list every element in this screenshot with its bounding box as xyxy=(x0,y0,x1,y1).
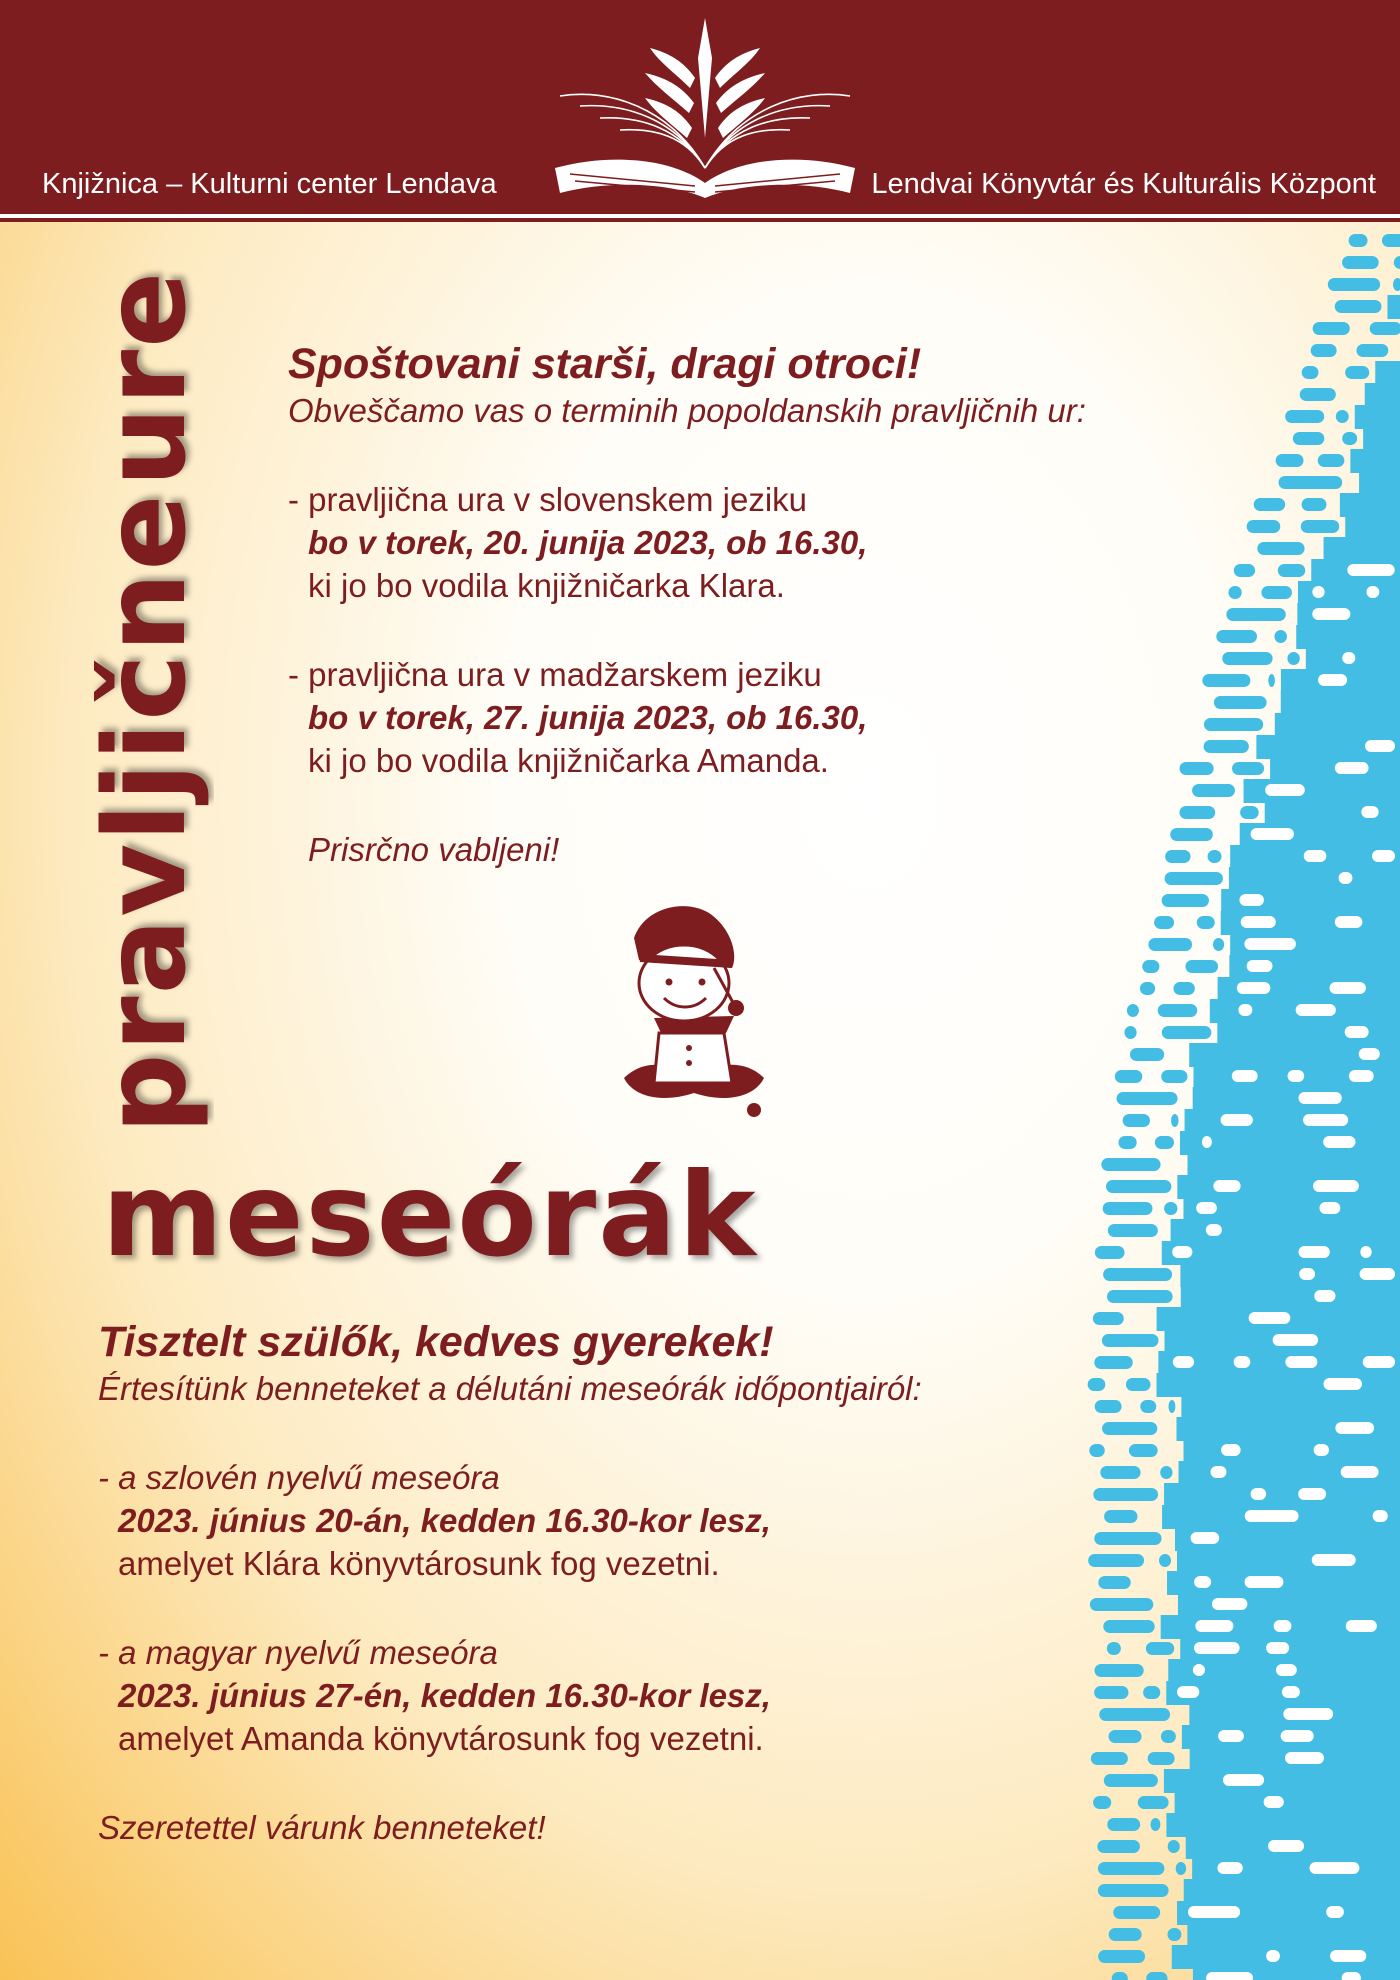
stripe-solid xyxy=(1340,493,1400,517)
stripe-dash xyxy=(1108,1224,1158,1237)
stripe-dash xyxy=(1098,1884,1169,1897)
stripe-dash xyxy=(1171,1114,1179,1127)
stripe-dash xyxy=(1176,1862,1186,1875)
stripe-solid xyxy=(1345,515,1400,539)
stripe-dash xyxy=(1158,1004,1198,1017)
stripe-dash xyxy=(1197,916,1215,929)
slovene-event-1 xyxy=(288,478,1248,607)
header-library-name-hungarian: Lendvai Könyvtár és Kulturális Központ xyxy=(871,168,1376,200)
stripe-dash xyxy=(1302,498,1327,511)
stripe-gap xyxy=(1213,1180,1240,1192)
stripe-dash xyxy=(1382,234,1400,247)
stripe-gap xyxy=(1172,1246,1192,1258)
stripe-solid xyxy=(1350,449,1400,473)
hungarian-event-1-title: - a szlovén nyelvű meseóra xyxy=(98,1459,500,1496)
stripe-gap xyxy=(1372,850,1395,862)
stripe-dash xyxy=(1115,1070,1142,1083)
stripe-dash xyxy=(1213,938,1224,951)
stripe-dash xyxy=(1276,454,1304,467)
stripe-gap xyxy=(1335,762,1369,774)
stripe-solid xyxy=(1171,1219,1400,1243)
stripe-dash xyxy=(1254,498,1285,511)
stripe-dash xyxy=(1101,1158,1160,1171)
stripe-solid xyxy=(1181,1285,1400,1309)
slovene-event-2-date: bo v torek, 27. junija 2023, ob 16.30, xyxy=(308,699,868,736)
stripe-gap xyxy=(1195,1620,1233,1632)
stripe-gap xyxy=(1206,1972,1253,1980)
stripe-dash xyxy=(1107,1818,1140,1831)
stripe-dash xyxy=(1160,1466,1172,1479)
stripe-dash xyxy=(1098,1576,1130,1589)
stripe-gap xyxy=(1366,586,1379,598)
hungarian-intro: Értesítünk benneteket a délutáni meseórák időpontjairól: xyxy=(98,1370,922,1407)
stripe-dash xyxy=(1124,1026,1136,1039)
slovene-greeting: Spoštovani starši, dragi otroci! xyxy=(288,340,922,388)
hungarian-announcement xyxy=(98,1316,1098,1849)
stripe-dash xyxy=(1285,410,1324,423)
stripe-dash xyxy=(1103,1202,1153,1215)
stripe-gap xyxy=(1188,1906,1240,1918)
stripe-solid xyxy=(1229,867,1400,891)
slovene-event-2 xyxy=(288,653,1248,782)
stripe-gap xyxy=(1218,1730,1244,1742)
stripe-gap xyxy=(1268,1840,1304,1852)
stripe-dash xyxy=(1148,1752,1175,1765)
slovene-intro: Obveščamo vas o terminih popoldanskih pravljičnih ur: xyxy=(288,392,1086,429)
stripe-gap xyxy=(1281,1730,1314,1742)
stripe-solid xyxy=(1324,537,1400,561)
stripe-gap xyxy=(1342,652,1355,664)
stripe-solid xyxy=(1184,1439,1400,1463)
stripe-gap xyxy=(1274,1620,1292,1632)
stripe-gap xyxy=(1206,1224,1222,1236)
stripe-dash xyxy=(1173,982,1194,995)
stripe-dash xyxy=(1168,1840,1180,1853)
vertical-title xyxy=(81,270,211,1134)
stripe-dash xyxy=(1150,1818,1160,1831)
slovene-closing: Prisrčno vabljeni! xyxy=(308,831,560,868)
stripe-dash xyxy=(1345,366,1369,379)
stripe-gap xyxy=(1341,1466,1379,1478)
slovene-event-1-host: ki jo bo vodila knjižničarka Klara. xyxy=(308,567,785,604)
stripe-dash xyxy=(1349,234,1368,247)
stripe-gap xyxy=(1276,1664,1297,1676)
stripe-gap xyxy=(1239,894,1263,906)
stripe-gap xyxy=(1285,1356,1317,1368)
stripe-gap xyxy=(1241,916,1276,928)
stripe-dash xyxy=(1095,1664,1144,1677)
stripe-dash xyxy=(1138,1796,1169,1809)
stripe-gap xyxy=(1349,1070,1374,1082)
stripe-dash xyxy=(1313,322,1350,335)
stripe-gap xyxy=(1361,806,1378,818)
stripe-dash xyxy=(1155,1136,1174,1149)
stripe-gap xyxy=(1177,1686,1199,1698)
stripe-dash xyxy=(1164,1202,1177,1215)
stripe-dash xyxy=(1165,872,1223,885)
stripe-dash xyxy=(1113,1906,1160,1919)
stripe-gap xyxy=(1319,1202,1340,1214)
stripe-gap xyxy=(1194,1642,1240,1654)
stripe-gap xyxy=(1285,1752,1324,1764)
stripe-dash xyxy=(1162,1026,1212,1039)
elf-mascot-icon xyxy=(614,898,774,1118)
stripe-solid xyxy=(1275,713,1400,737)
stripe-gap xyxy=(1318,674,1347,686)
stripe-dash xyxy=(1161,1730,1176,1743)
stripe-dash xyxy=(1274,630,1287,643)
stripe-gap xyxy=(1245,1576,1284,1588)
slovene-event-1-date: bo v torek, 20. junija 2023, ob 16.30, xyxy=(308,524,868,561)
stripe-solid xyxy=(1296,625,1400,649)
stripe-dash xyxy=(1336,410,1349,423)
stripe-dash xyxy=(1107,1290,1173,1303)
stripe-gap xyxy=(1196,1202,1217,1214)
stripe-dash xyxy=(1311,344,1337,357)
stripe-gap xyxy=(1313,1180,1359,1192)
slovene-announcement xyxy=(288,338,1248,871)
stripe-gap xyxy=(1365,740,1395,752)
stripe-gap xyxy=(1346,1620,1377,1632)
stripe-dash xyxy=(1103,1620,1154,1633)
stripe-gap xyxy=(1359,1048,1380,1060)
stripe-dash xyxy=(1342,432,1357,445)
stripe-gap xyxy=(1347,564,1394,576)
stripe-gap xyxy=(1251,1488,1267,1500)
stripe-dash xyxy=(1146,1642,1174,1655)
stripe-gap xyxy=(1232,1070,1258,1082)
hungarian-event-1-date: 2023. június 20-án, kedden 16.30-kor lesz, xyxy=(118,1502,771,1539)
stripe-dash xyxy=(1148,938,1192,951)
stripe-dash xyxy=(1117,1092,1178,1105)
stripe-solid xyxy=(1217,1021,1400,1045)
stripe-solid xyxy=(1164,1769,1400,1793)
stripe-dash xyxy=(1094,1686,1128,1699)
stripe-dash xyxy=(1102,1334,1159,1347)
stripe-gap xyxy=(1363,1356,1395,1368)
stripe-gap xyxy=(1360,1246,1371,1258)
stripe-gap xyxy=(1339,872,1353,884)
stripe-gap xyxy=(1345,1026,1369,1038)
stripe-dash xyxy=(1107,1642,1121,1655)
slovene-event-1-title: - pravljična ura v slovenskem jeziku xyxy=(288,481,808,518)
stripe-dash xyxy=(1102,1422,1157,1435)
stripe-dash xyxy=(1112,1972,1128,1980)
stripe-dash xyxy=(1167,1928,1181,1941)
stripe-dash xyxy=(1356,344,1388,357)
hungarian-event-2-date: 2023. június 27-én, kedden 16.30-kor lesz, xyxy=(118,1677,771,1714)
vertical-title-line1: pravljične xyxy=(81,492,211,1134)
stripe-gap xyxy=(1221,1114,1253,1126)
stripe-gap xyxy=(1330,982,1366,994)
vertical-title-line2: ure xyxy=(81,270,211,487)
stripe-dash xyxy=(1328,278,1380,291)
stripe-gap xyxy=(1335,1422,1374,1434)
stripe-gap xyxy=(1234,1356,1251,1368)
stripe-dash xyxy=(1097,1840,1140,1853)
stripe-dash xyxy=(1154,916,1174,929)
stripe-gap xyxy=(1247,960,1273,972)
stripe-gap xyxy=(1193,1664,1205,1676)
header-divider xyxy=(0,214,1400,218)
stripe-solid xyxy=(1185,1109,1400,1133)
stripe-dash xyxy=(1143,1686,1160,1699)
hungarian-closing: Szeretettel várunk benneteket! xyxy=(98,1809,546,1846)
stripe-gap xyxy=(1244,938,1296,950)
stripe-gap xyxy=(1265,784,1305,796)
stripe-gap xyxy=(1296,1004,1336,1016)
stripe-solid xyxy=(1193,1087,1400,1111)
stripe-dash xyxy=(1318,454,1345,467)
stripe-dash xyxy=(1104,1510,1137,1523)
stripe-dash xyxy=(1159,1554,1171,1567)
stripe-dash xyxy=(1095,1246,1125,1259)
stripe-solid xyxy=(1166,1813,1400,1837)
stripe-dash xyxy=(1129,1444,1158,1457)
stripe-gap xyxy=(1249,1312,1291,1324)
stripe-dash xyxy=(1099,1708,1170,1721)
stripe-gap xyxy=(1223,1774,1264,1786)
stripe-solid xyxy=(1355,405,1400,429)
stripe-gap xyxy=(1238,1004,1252,1016)
stripe-gap xyxy=(1221,1444,1241,1456)
stripe-gap xyxy=(1303,1114,1348,1126)
header-library-name-slovene: Knjižnica – Kulturni center Lendava xyxy=(42,168,497,200)
stripe-gap xyxy=(1323,1136,1355,1148)
stripe-dash xyxy=(1261,586,1292,599)
stripe-dash xyxy=(1103,1268,1172,1281)
stripe-dash xyxy=(1104,1774,1158,1787)
stripe-dash xyxy=(1090,1598,1153,1611)
header-banner xyxy=(0,0,1400,222)
stripe-dash xyxy=(1287,652,1299,665)
stripe-dash xyxy=(1126,1378,1151,1391)
stripe-gap xyxy=(1173,1356,1194,1368)
stripe-dash xyxy=(1301,520,1339,533)
stripe-dash xyxy=(1278,564,1305,577)
stripe-dash xyxy=(1127,1004,1139,1017)
stripe-gap xyxy=(1298,1246,1329,1258)
stripe-solid xyxy=(1375,361,1400,385)
stripe-dash xyxy=(1106,1180,1171,1193)
stripe-dash xyxy=(1146,1972,1167,1980)
stripe-gap xyxy=(1212,1598,1247,1610)
stripe-gap xyxy=(1288,1070,1305,1082)
stripe-gap xyxy=(1210,1466,1226,1478)
hungarian-event-1 xyxy=(98,1456,1098,1585)
hungarian-event-2-host: amelyet Amanda könyvtárosunk fog vezetni. xyxy=(118,1720,764,1757)
stripe-solid xyxy=(1177,1549,1400,1573)
stripe-gap xyxy=(1283,1708,1333,1720)
stripe-solid xyxy=(1177,1175,1400,1199)
stripe-gap xyxy=(1335,916,1363,928)
stripe-gap xyxy=(1202,1136,1212,1148)
stripe-solid xyxy=(1181,1395,1400,1419)
stripe-solid xyxy=(1281,691,1400,715)
stripe-gap xyxy=(1273,1334,1318,1346)
book-wheat-logo-icon xyxy=(550,18,860,198)
stripe-dash xyxy=(1169,1400,1176,1413)
stripe-dash xyxy=(1300,388,1336,401)
stripe-solid xyxy=(1187,1923,1400,1947)
stripe-dash xyxy=(1394,256,1400,269)
stripe-gap xyxy=(1264,1796,1284,1808)
stripe-solid xyxy=(1164,1483,1400,1507)
stripe-gap xyxy=(1298,1092,1341,1104)
stripe-dash xyxy=(1123,1114,1150,1127)
stripe-solid xyxy=(1157,1373,1400,1397)
stripe-dash xyxy=(1142,960,1159,973)
stripe-gap xyxy=(1282,1686,1300,1698)
stripe-gap xyxy=(1266,1642,1289,1654)
stripe-solid xyxy=(1363,427,1400,451)
stripe-gap xyxy=(1330,1950,1366,1962)
hungarian-big-title: meseórák xyxy=(102,1148,758,1283)
stripe-gap xyxy=(1194,1576,1211,1588)
stripe-gap xyxy=(1251,828,1294,840)
slovene-event-2-title: - pravljična ura v madžarskem jeziku xyxy=(288,656,822,693)
stripe-dash xyxy=(1247,520,1281,533)
stripe-gap xyxy=(1312,1554,1356,1566)
stripe-dash xyxy=(1268,674,1275,687)
stripe-dash xyxy=(1302,366,1319,379)
stripe-dash xyxy=(1257,542,1304,555)
stripe-dash xyxy=(1370,322,1400,335)
stripe-gap xyxy=(1373,1510,1388,1522)
hungarian-greeting: Tisztelt szülők, kedves gyerekek! xyxy=(98,1318,774,1366)
stripe-dash xyxy=(1342,256,1379,269)
stripe-dash xyxy=(1094,1356,1132,1369)
stripe-dash xyxy=(1140,982,1155,995)
stripe-gap xyxy=(1312,608,1350,620)
stripe-solid xyxy=(1180,1131,1400,1155)
stripe-solid xyxy=(1175,1791,1400,1815)
stripe-solid xyxy=(1188,1153,1400,1177)
stripe-gap xyxy=(1314,1290,1335,1302)
stripe-gap xyxy=(1304,850,1327,862)
stripe-dash xyxy=(1130,1048,1164,1061)
stripe-gap xyxy=(1360,1268,1395,1280)
stripe-dash xyxy=(1161,1070,1187,1083)
hungarian-event-2-title: - a magyar nyelvű meseóra xyxy=(98,1634,498,1671)
stripe-gap xyxy=(1314,1444,1329,1456)
stripe-gap xyxy=(1191,1532,1220,1544)
stripe-gap xyxy=(1217,1862,1242,1874)
stripe-gap xyxy=(1326,1906,1344,1918)
stripe-dash xyxy=(1098,1950,1145,1963)
stripe-solid xyxy=(1178,1593,1400,1617)
stripe-gap xyxy=(1266,1950,1280,1962)
stripe-dash xyxy=(1118,1136,1136,1149)
hungarian-event-1-host: amelyet Klára könyvtárosunk fog vezetni. xyxy=(118,1545,720,1582)
stripe-dash xyxy=(1293,432,1324,445)
stripe-dash xyxy=(1100,1466,1140,1479)
stripe-gap xyxy=(1298,1488,1326,1500)
slovene-event-2-host: ki jo bo vodila knjižničarka Amanda. xyxy=(308,742,829,779)
stripe-dash xyxy=(1093,1488,1158,1501)
stripe-dash xyxy=(1140,1400,1156,1413)
stripe-gap xyxy=(1310,1862,1360,1874)
stripe-dash xyxy=(1335,300,1382,313)
stripe-dash xyxy=(1279,476,1343,489)
stripe-gap xyxy=(1237,982,1270,994)
stripe-dash xyxy=(1095,1400,1122,1413)
stripe-dash xyxy=(1109,1730,1142,1743)
stripe-dash xyxy=(1185,960,1218,973)
hungarian-event-2 xyxy=(98,1631,1098,1760)
stripe-dash xyxy=(1109,1928,1142,1941)
stripe-solid xyxy=(1365,383,1400,407)
stripe-gap xyxy=(1324,1378,1362,1390)
stripe-dash xyxy=(1393,278,1400,291)
stripe-solid xyxy=(1387,295,1400,319)
stripe-dash xyxy=(1162,894,1209,907)
stripe-gap xyxy=(1299,1268,1315,1280)
stripe-dash xyxy=(1098,1862,1164,1875)
stripe-solid xyxy=(1184,1879,1400,1903)
stripe-gap xyxy=(1342,1972,1361,1980)
stripe-dash xyxy=(1094,1532,1161,1545)
stripe-solid xyxy=(1359,471,1400,495)
stripe-solid xyxy=(1265,801,1400,825)
stripe-gap xyxy=(1245,1510,1299,1522)
stripe-gap xyxy=(1312,586,1324,598)
